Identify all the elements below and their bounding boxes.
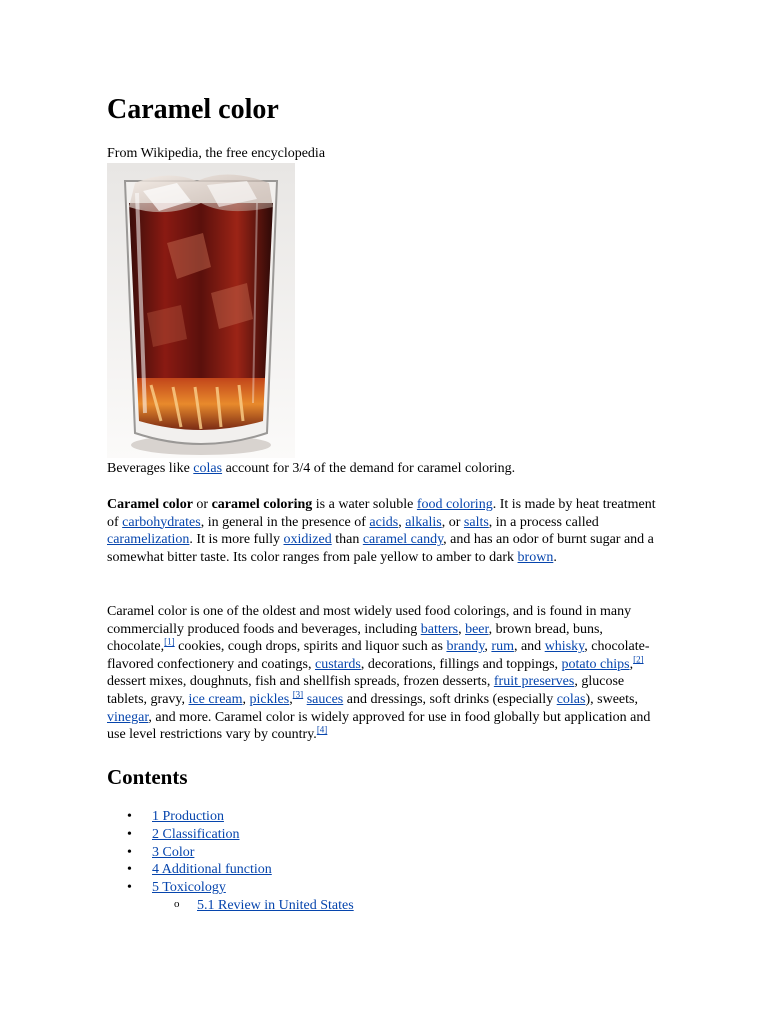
paragraph-text: , chocolate-flavored confectionery and coatings, [107,639,650,672]
paragraph-text: or [192,497,212,512]
link-whisky[interactable]: whisky [544,639,585,655]
paragraph-text: , decorations, fillings and toppings, [360,656,562,672]
link-oxidized[interactable]: oxidized [283,532,332,548]
paragraph-text: and dressings, soft drinks (especially [343,691,557,707]
paragraph-text: . It is more fully [189,532,284,548]
paragraph-text: , [458,621,466,637]
paragraph-text: , [484,639,492,655]
paragraph-text: , [398,514,406,530]
cola-glass-illustration [107,163,295,458]
link-carbohydrates[interactable]: carbohydrates [122,514,201,530]
citation-link-3[interactable]: [3] [292,689,304,700]
paragraph-text: , and more. Caramel color is widely approved for use in food globally but application and use level restrictions vary by country. [107,709,651,743]
paragraph-text: , [242,691,250,707]
toc-item [107,826,507,844]
paragraph-text: is a water soluble [312,497,417,512]
citation-link-1[interactable]: [1] [164,636,175,647]
link-pickles[interactable]: pickles [249,691,290,707]
paragraph-text: Caramel color is one of the oldest and most widely used food colorings, and is found in many commercially produced foods and beverages, including [107,604,632,637]
citation-link-4[interactable]: [4] [316,724,328,735]
paragraph-text: . It is made by heat treatment of [107,497,656,530]
link-sauces[interactable]: sauces [306,691,344,707]
paragraph-text: . [553,549,557,565]
link-caramel-candy[interactable]: caramel candy [362,532,444,548]
caption-text: Beverages like [107,461,194,476]
link-colas[interactable]: colas [556,691,586,707]
link-beer[interactable]: beer [465,621,489,637]
link-brown[interactable]: brown [517,549,554,565]
paragraph-text: , or [441,514,464,530]
intro-paragraph [107,496,662,566]
link-acids[interactable]: acids [369,514,399,530]
paragraph-text: , glucose tablets, gravy, [107,674,625,707]
toc-link-review-united-states[interactable]: 5.1 Review in United States [197,897,354,913]
toc-item [107,879,507,897]
citation-link-2[interactable]: [2] [633,654,644,665]
paragraph-text: , and [513,639,545,655]
paragraph-text: than [331,532,363,548]
toc-item [107,808,507,826]
cola-glass-image [107,163,295,458]
toc-item [107,844,507,862]
toc-link-classification[interactable]: 2 Classification [152,826,240,842]
toc-link-additional-function[interactable]: 4 Additional function [152,862,272,878]
link-brandy[interactable]: brandy [446,639,485,655]
image-caption [107,460,515,478]
toc-item [107,861,507,879]
link-fruit-preserves[interactable]: fruit preserves [493,674,575,690]
link-custards[interactable]: custards [314,656,361,672]
table-of-contents [107,808,507,915]
link-vinegar[interactable]: vinegar [107,709,149,725]
link-ice-cream[interactable]: ice cream [188,691,243,707]
bold-term: Caramel color [107,497,193,512]
link-rum[interactable]: rum [491,639,514,655]
link-food-coloring[interactable]: food coloring [416,497,493,512]
toc-link-production[interactable]: 1 Production [152,809,224,824]
link-colas-caption[interactable]: colas [193,461,223,476]
usage-paragraph [107,603,662,744]
bold-term: caramel coloring [211,497,313,512]
toc-link-toxicology[interactable]: 5 Toxicology [152,880,226,896]
page-title: Caramel color [107,94,279,125]
link-potato-chips[interactable]: potato chips [561,656,630,672]
link-batters[interactable]: batters [420,621,459,637]
toc-subitem [107,897,507,915]
paragraph-text: , [289,691,293,707]
paragraph-text: , in general in the presence of [200,514,370,530]
link-caramelization[interactable]: caramelization [107,532,190,548]
paragraph-text: , in a process called [488,514,599,530]
link-salts[interactable]: salts [463,514,489,530]
paragraph-text: , brown bread, buns, chocolate, [107,621,603,655]
paragraph-text: , [629,656,634,672]
site-tagline: From Wikipedia, the free encyclopedia [107,146,326,161]
caption-text: account for 3/4 of the demand for caramel coloring. [222,461,516,476]
paragraph-text: ), sweets, [585,691,638,707]
paragraph-text: dessert mixes, doughnuts, fish and shellfish spreads, frozen desserts, [107,674,494,690]
paragraph-text: , and has an odor of burnt sugar and a somewhat bitter taste. Its color ranges from pale yellow to amber to dark [107,532,654,565]
toc-link-color[interactable]: 3 Color [152,844,195,860]
link-alkalis[interactable]: alkalis [405,514,442,530]
contents-heading: Contents [107,765,188,789]
paragraph-text: cookies, cough drops, spirits and liquor such as [174,639,447,655]
